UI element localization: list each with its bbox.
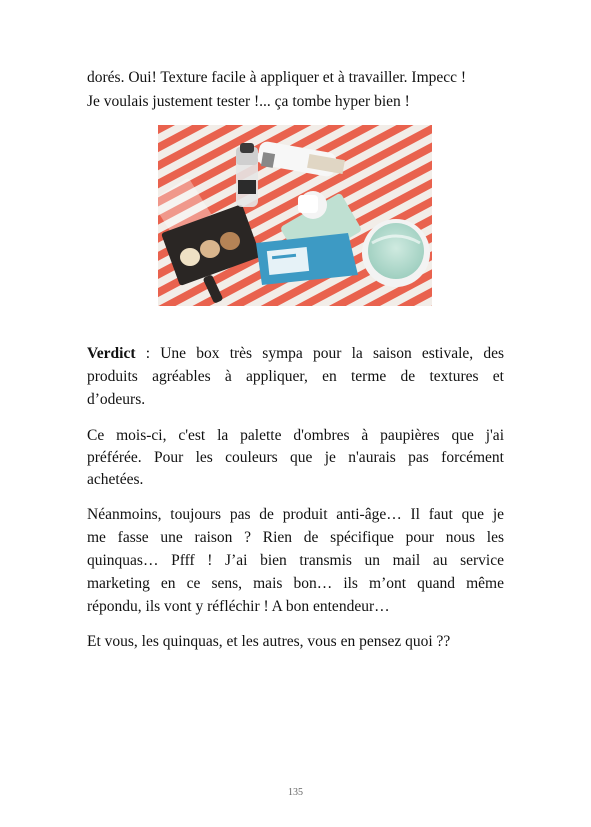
bottle-icon [236, 143, 258, 207]
verdict-line-1-text: : Une box très sympa pour la saison estivale, des [135, 345, 504, 362]
verdict-line-2: produits agréables à appliquer, en terme de textures et [87, 368, 504, 385]
para3-line-1: Néanmoins, toujours pas de produit anti-âge… Il faut que je [87, 506, 504, 523]
para3-line-3: quinquas… Pfff ! J’ai bien transmis un mail au service [87, 552, 504, 569]
intro-line-2: Je voulais justement tester !... ça tombe hyper bien ! [87, 93, 410, 110]
para3-line-5: répondu, ils vont y réfléchir ! A bon entendeur… [87, 598, 390, 615]
para2-line-2: préférée. Pour les couleurs que je n'aurais pas forcément [87, 449, 504, 466]
intro-line-1: dorés. Oui! Texture facile à appliquer et à travailler. Impecc ! [87, 69, 467, 86]
para2-line-3: achetées. [87, 471, 144, 488]
verdict-line-1 [87, 343, 504, 364]
para2-line-1: Ce mois-ci, c'est la palette d'ombres à paupières que j'ai [87, 427, 504, 444]
verdict-line-3: d’odeurs. [87, 391, 146, 408]
para3-line-4: marketing en ce sens, mais bon… ils m’ont quand même [87, 575, 504, 592]
para4-line-1: Et vous, les quinquas, et les autres, vous en pensez quoi ?? [87, 633, 451, 650]
cosmetics-box-photo [158, 125, 432, 306]
cream-jar-icon [362, 219, 430, 287]
para3-line-2: me fasse une raison ? Rien de spécifique pour nous les [87, 529, 504, 546]
page-number: 135 [288, 787, 303, 798]
verdict-label: Verdict [87, 345, 136, 362]
